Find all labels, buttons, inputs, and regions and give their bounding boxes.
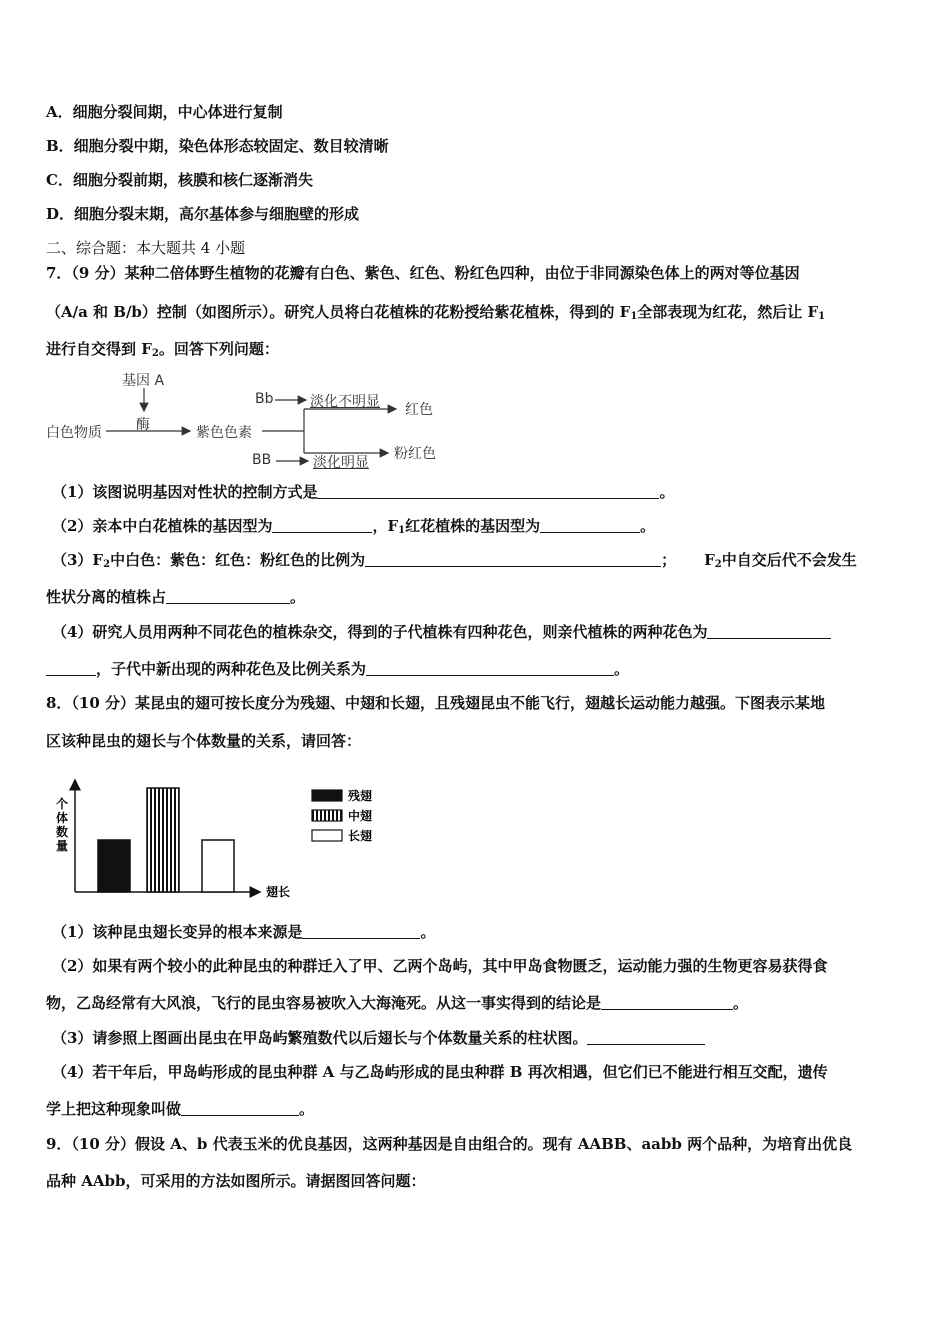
weak-fading-label: 淡化不明显 <box>310 394 380 410</box>
y-label-1: 个 <box>56 797 69 811</box>
gene-a-label: 基因 A <box>122 373 165 389</box>
white-substance-label: 白色物质 <box>46 425 102 441</box>
bar-3 <box>202 840 234 892</box>
x-axis-label: 翅长 <box>266 885 291 899</box>
q7-part1: （1）该图说明基因对性状的控制方式是 。 <box>52 483 675 501</box>
q9-line2: 品种 AAbb，可采用的方法如图所示。请据图回答问题： <box>46 1172 426 1190</box>
option-a: A．细胞分裂间期，中心体进行复制 <box>46 103 283 121</box>
enzyme-label: 酶 <box>136 417 150 433</box>
q7-line3: 进行自交得到 $F_2$。回答下列问题： <box>46 340 279 359</box>
y-label-4: 量 <box>56 839 69 853</box>
answer-blank[interactable] <box>587 1030 705 1045</box>
legend-swatch-2 <box>312 810 342 821</box>
purple-pigment-label: 紫色色素 <box>196 425 252 441</box>
legend-label-1: 残翅 <box>348 789 373 803</box>
q7-line2: （A/a 和 B/b）控制（如图所示）。研究人员将白花植株的花粉授给紫花植株，得到的 $F_1$全部表现为红花，然后让 $F_1$ <box>46 303 826 322</box>
option-c: C．细胞分裂前期，核膜和核仁逐渐消失 <box>46 171 313 189</box>
strong-fading-label: 淡化明显 <box>313 455 369 471</box>
legend-label-3: 长翅 <box>348 829 373 843</box>
legend-swatch-3 <box>312 830 342 841</box>
q9-line1: 9．（10 分）假设 A、b 代表玉米的优良基因，这两种基因是自由组合的。现有 AABB、aabb 两个品种，为培育出优良 <box>46 1135 853 1153</box>
bar-1 <box>98 840 130 892</box>
q8-part1: （1）该种昆虫翅长变异的根本来源是 。 <box>52 923 436 941</box>
q8-line1: 8．（10 分）某昆虫的翅可按长度分为残翅、中翅和长翅，且残翅昆虫不能飞行，翅越长运动能力越强。下图表示某地 <box>46 694 826 712</box>
q8-part2: （2）如果有两个较小的此种昆虫的种群迁入了甲、乙两个岛屿，其中甲岛食物匮乏，运动能力强的生物更容易获得食 <box>52 957 828 975</box>
y-label-2: 体 <box>56 811 69 825</box>
option-d: D．细胞分裂末期，高尔基体参与细胞壁的形成 <box>46 205 360 223</box>
q8-part4-cont: 学上把这种现象叫做 。 <box>46 1100 315 1118</box>
q7-part4-cont: ，子代中新出现的两种花色及比例关系为 。 <box>46 659 629 679</box>
answer-blank[interactable] <box>366 661 614 676</box>
answer-blank[interactable] <box>707 624 831 639</box>
answer-blank[interactable] <box>166 589 290 604</box>
answer-blank[interactable] <box>317 484 659 499</box>
red-label: 红色 <box>405 402 433 418</box>
y-label-3: 数 <box>56 825 69 839</box>
bar-2 <box>147 788 179 892</box>
answer-blank[interactable] <box>365 552 661 567</box>
q7-line1: 7．（9 分）某种二倍体野生植物的花瓣有白色、紫色、红色、粉红色四种，由位于非同源染色体上的两对等位基因 <box>46 264 800 282</box>
q7-part3-cont: 性状分离的植株占 。 <box>46 588 306 606</box>
q8-part4: （4）若干年后，甲岛屿形成的昆虫种群 A 与乙岛屿形成的昆虫种群 B 再次相遇，但它们已不能进行相互交配，遗传 <box>52 1063 828 1081</box>
answer-blank[interactable] <box>601 995 733 1010</box>
q8-part3: （3）请参照上图画出昆虫在甲岛屿繁殖数代以后翅长与个体数量关系的柱状图。 <box>52 1028 705 1048</box>
q7-part2: （2）亲本中白花植株的基因型为 ，$F_1$红花植株的基因型为 。 <box>52 517 656 536</box>
bb-hom-label: BB <box>252 452 272 468</box>
section-heading: 二、综合题：本大题共 4 小题 <box>46 239 246 257</box>
legend-swatch-1 <box>312 790 342 801</box>
q7-part4: （4）研究人员用两种不同花色的植株杂交，得到的子代植株有四种花色，则亲代植株的两种花色为 <box>52 622 831 642</box>
answer-blank[interactable] <box>46 661 96 676</box>
q8-line2: 区该种昆虫的翅长与个体数量的关系，请回答： <box>46 732 362 750</box>
answer-blank[interactable] <box>302 924 420 939</box>
legend-label-2: 中翅 <box>348 809 373 823</box>
q8-part2-cont: 物，乙岛经常有大风浪，飞行的昆虫容易被吹入大海淹死。从这一事实得到的结论是 。 <box>46 994 749 1012</box>
answer-blank[interactable] <box>540 518 640 533</box>
answer-blank[interactable] <box>181 1101 299 1116</box>
bb-het-label: Bb <box>255 391 274 407</box>
wing-length-chart <box>50 772 390 902</box>
pink-label: 粉红色 <box>394 446 436 462</box>
option-b: B．细胞分裂中期，染色体形态较固定、数目较清晰 <box>46 137 389 155</box>
q7-part3: $(3)F_2$中白色：紫色：红色：粉红色的比例为 ； $F_2$中自交后代不会发生 <box>52 551 857 570</box>
answer-blank[interactable] <box>272 518 372 533</box>
